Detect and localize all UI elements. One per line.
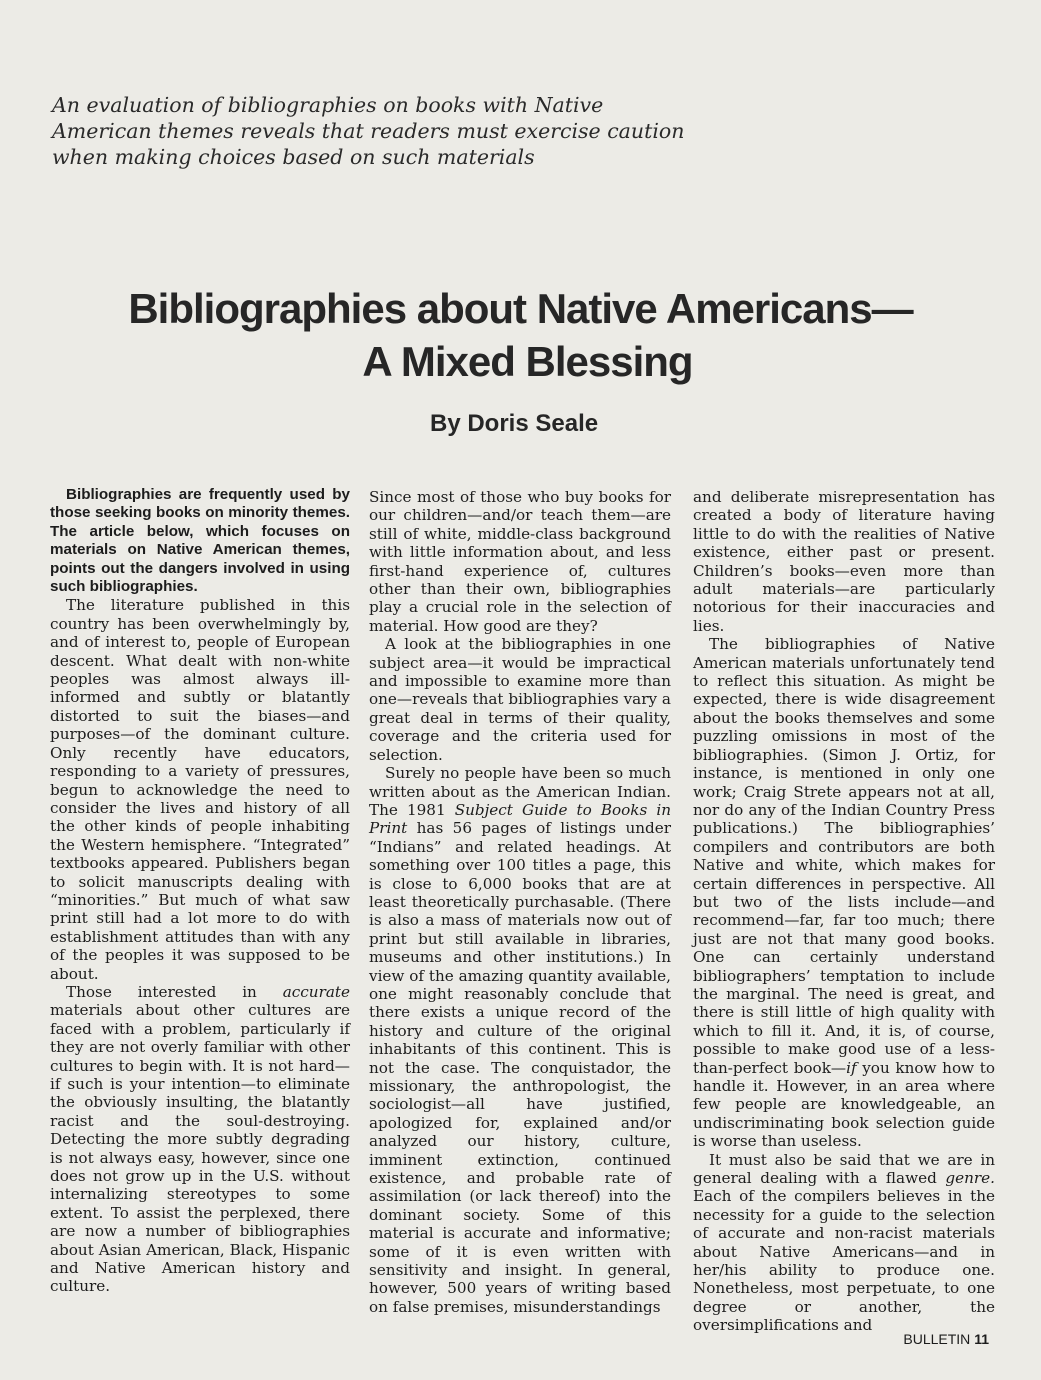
- lead-paragraph: Bibliographies are frequently used by those seeking books on minority themes. The article below, which focuses on materials on Native American themes, points out the dangers involved in using such bibliographies.: [50, 486, 350, 596]
- column-1: [50, 486, 350, 1296]
- body-paragraph: and deliberate misrepresentation has created a body of literature having little to do with the realities of Native existence, either past or present. Children’s books—even more than adult materials—are particularly notorious for their inaccuracies and lies.: [693, 488, 995, 635]
- body-paragraph: It must also be said that we are in general dealing with a flawed genre. Each of the compilers believes in the necessity for a guide to the selection of accurate and non-racist materials about Native Americans—and in her/his ability to produce one. Nonetheless, most perpetuate, to one degree or another, the oversimplifications and: [693, 1150, 995, 1335]
- title-line-2: A Mixed Blessing: [362, 338, 693, 385]
- column-2: [369, 488, 671, 1316]
- body-paragraph: The literature published in this country has been overwhelmingly by, and of interest to, people of European descent. What dealt with non-white peoples was almost always ill-informed and subtly or blatantly distorted to suit the biases—and purposes—of the dominant culture. Only recently have educators, responding to a variety of pressures, begun to acknowledge the need to consider the lives and history of all the other kinds of people inhabiting the Western hemisphere. “Integrated” textbooks appeared. Publishers began to solicit manuscripts dealing with “minorities.” But much of what saw print still had a lot more to do with establishment attitudes than with any of the peoples it was supposed to be about.: [50, 596, 350, 983]
- body-paragraph: Surely no people have been so much written about as the American Indian. The 1981 Subject Guide to Books in Print has 56 pages of listings under “Indians” and related headings. At something over 100 titles a page, this is close to 6,000 books that are at least theoretically purchasable. (There is also a mass of materials now out of print but still available in libraries, museums and other institutions.) In view of the amazing quantity available, one might reasonably conclude that there exists a unique record of the history and culture of the original inhabitants of this continent. This is not the case. The conquistador, the missionary, the anthropologist, the sociologist—all have justified, apologized for, explained and/or analyzed our history, culture, imminent extinction, continued existence, and probable rate of assimilation (or lack thereof) into the dominant society. Some of this material is accurate and informative; some of it is even written with sensitivity and insight. In general, however, 500 years of writing based on false premises, misunderstandings: [369, 764, 671, 1316]
- page-number: 11: [974, 1331, 989, 1347]
- page-footer: [903, 1331, 989, 1347]
- byline: By Doris Seale: [430, 410, 599, 437]
- article-title: [0, 282, 1041, 388]
- footer-label: BULLETIN: [903, 1331, 971, 1347]
- body-paragraph: The bibliographies of Native American materials unfortunately tend to reflect this situation. As might be expected, there is wide disagreement about the books themselves and some puzzling omissions in most of the bibliographies. (Simon J. Ortiz, for instance, is mentioned in only one work; Craig Strete appears not at all, nor do any of the Indian Country Press publications.) The bibliographies’ compilers and contributors are both Native and white, which makes for certain differences in perspective. All but two of the lists include—and recommend—far, far too much; there just are not that many good books. One can certainly understand bibliographers’ temptation to include the marginal. The need is great, and there is still little of high quality with which to fill it. And, it is, of course, possible to make good use of a less-than-perfect book—if you know how to handle it. However, in an area where few people are knowledgeable, an undiscriminating book selection guide is worse than useless.: [693, 635, 995, 1151]
- column-3: [693, 488, 995, 1335]
- deck-line-2: American themes reveals that readers must exercise caution: [52, 119, 685, 143]
- title-line-1: Bibliographies about Native Americans—: [128, 285, 913, 332]
- deck-line-3: when making choices based on such materials: [52, 145, 535, 169]
- deck-line-1: An evaluation of bibliographies on books with Native: [52, 93, 604, 117]
- body-paragraph: A look at the bibliographies in one subject area—it would be impractical and impossible to examine more than one—reveals that bibliographies vary a great deal in terms of their quality, coverage and the criteria used for selection.: [369, 635, 671, 764]
- body-paragraph: Since most of those who buy books for our children—and/or teach them—are still of white, middle-class background with little information about, and less first-hand experience of, cultures other than their own, bibliographies play a crucial role in the selection of material. How good are they?: [369, 488, 671, 635]
- body-paragraph: Those interested in accurate materials about other cultures are faced with a problem, particularly if they are not overly familiar with other cultures to begin with. It is not hard—if such is your intention—to eliminate the obviously insulting, the blatantly racist and the soul-destroying. Detecting the more subtly degrading is not always easy, however, since one does not grow up in the U.S. without internalizing stereotypes to some extent. To assist the perplexed, there are now a number of bibliographies about Asian American, Black, Hispanic and Native American history and culture.: [50, 982, 350, 1296]
- article-deck: [52, 92, 692, 170]
